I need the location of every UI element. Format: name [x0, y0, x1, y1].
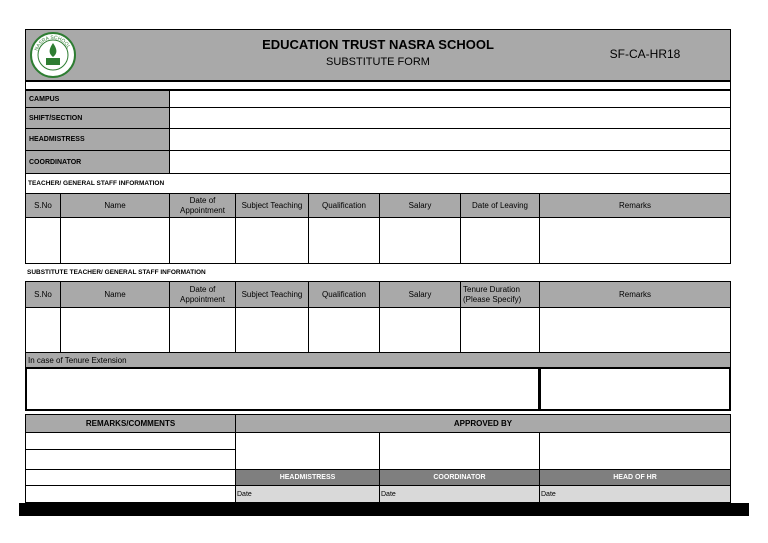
campus-label: CAMPUS: [25, 90, 170, 108]
head-of-hr-signatory-label: HEAD OF HR: [539, 469, 731, 486]
col-remarks: Remarks: [539, 193, 731, 218]
col-subject-teaching: Subject Teaching: [235, 193, 309, 218]
teacher-section-title: TEACHER/ GENERAL STAFF INFORMATION: [25, 173, 731, 194]
teacher-subject-cell[interactable]: [235, 217, 309, 264]
col-qualification: Qualification: [308, 193, 380, 218]
remarks-line-2[interactable]: [25, 449, 236, 470]
headmistress-signatory-label: HEADMISTRESS: [235, 469, 380, 486]
shift-section-field[interactable]: [169, 107, 731, 129]
sub-remarks-cell[interactable]: [539, 307, 731, 353]
sub-col-salary: Salary: [379, 281, 461, 308]
coordinator-signatory-label: COORDINATOR: [379, 469, 540, 486]
footer-bar: [19, 503, 749, 516]
sub-col-sno: S.No: [25, 281, 61, 308]
col-name: Name: [60, 193, 170, 218]
teacher-leaving-cell[interactable]: [460, 217, 540, 264]
remarks-line-4[interactable]: [25, 485, 236, 503]
sub-col-tenure-duration: Tenure Duration (Please Specify): [460, 281, 540, 308]
head-of-hr-signature-box[interactable]: [539, 432, 731, 470]
shift-section-label: SHIFT/SECTION: [25, 107, 170, 129]
remarks-comments-header: [25, 414, 236, 433]
coordinator-date-field[interactable]: Date: [379, 485, 540, 503]
form-title: EDUCATION TRUST NASRA SCHOOL: [262, 37, 494, 52]
tenure-extension-bar: [25, 352, 731, 368]
teacher-appointment-cell[interactable]: [169, 217, 236, 264]
teacher-sno-cell[interactable]: [25, 217, 61, 264]
col-salary: Salary: [379, 193, 461, 218]
sub-salary-cell[interactable]: [379, 307, 461, 353]
teacher-qualification-cell[interactable]: [308, 217, 380, 264]
sub-col-remarks: Remarks: [539, 281, 731, 308]
head-of-hr-date-field[interactable]: Date: [539, 485, 731, 503]
remarks-line-3[interactable]: [25, 469, 236, 486]
teacher-remarks-cell[interactable]: [539, 217, 731, 264]
sub-sno-cell[interactable]: [25, 307, 61, 353]
col-sno: S.No: [25, 193, 61, 218]
col-date-leaving: Date of Leaving: [460, 193, 540, 218]
tenure-extension-field[interactable]: [25, 367, 540, 411]
remarks-line-1[interactable]: [25, 432, 236, 450]
sub-appointment-cell[interactable]: [169, 307, 236, 353]
coordinator-signature-box[interactable]: [379, 432, 540, 470]
form-code: SF-CA-HR18: [609, 47, 681, 61]
sub-name-cell[interactable]: [60, 307, 170, 353]
sub-col-date-appointment: Date of Appointment: [169, 281, 236, 308]
coordinator-field[interactable]: [169, 150, 731, 174]
tenure-extension-label: In case of Tenure Extension: [28, 355, 127, 365]
coordinator-label: COORDINATOR: [25, 150, 170, 174]
teacher-name-cell[interactable]: [60, 217, 170, 264]
headmistress-date-field[interactable]: Date: [235, 485, 380, 503]
sub-col-name: Name: [60, 281, 170, 308]
headmistress-signature-box[interactable]: [235, 432, 380, 470]
spacer-row: [25, 81, 731, 90]
sub-col-qualification: Qualification: [308, 281, 380, 308]
teacher-salary-cell[interactable]: [379, 217, 461, 264]
approved-by-header: [235, 414, 731, 433]
col-date-appointment: Date of Appointment: [169, 193, 236, 218]
approved-by-label: APPROVED BY: [453, 418, 513, 428]
sub-tenure-cell[interactable]: [460, 307, 540, 353]
substitute-section-title: SUBSTITUTE TEACHER/ GENERAL STAFF INFORMATION: [27, 269, 206, 276]
remarks-comments-label: REMARKS/COMMENTS: [85, 418, 176, 428]
tenure-extension-side-field[interactable]: [539, 367, 731, 411]
svg-text:NASRA SCHOOL: NASRA SCHOOL: [33, 34, 72, 52]
sub-subject-cell[interactable]: [235, 307, 309, 353]
campus-field[interactable]: [169, 90, 731, 108]
form-subtitle: SUBSTITUTE FORM: [326, 56, 430, 68]
sub-col-subject-teaching: Subject Teaching: [235, 281, 309, 308]
school-logo: [29, 31, 77, 79]
headmistress-field[interactable]: [169, 128, 731, 151]
headmistress-label: HEADMISTRESS: [25, 128, 170, 151]
sub-qualification-cell[interactable]: [308, 307, 380, 353]
